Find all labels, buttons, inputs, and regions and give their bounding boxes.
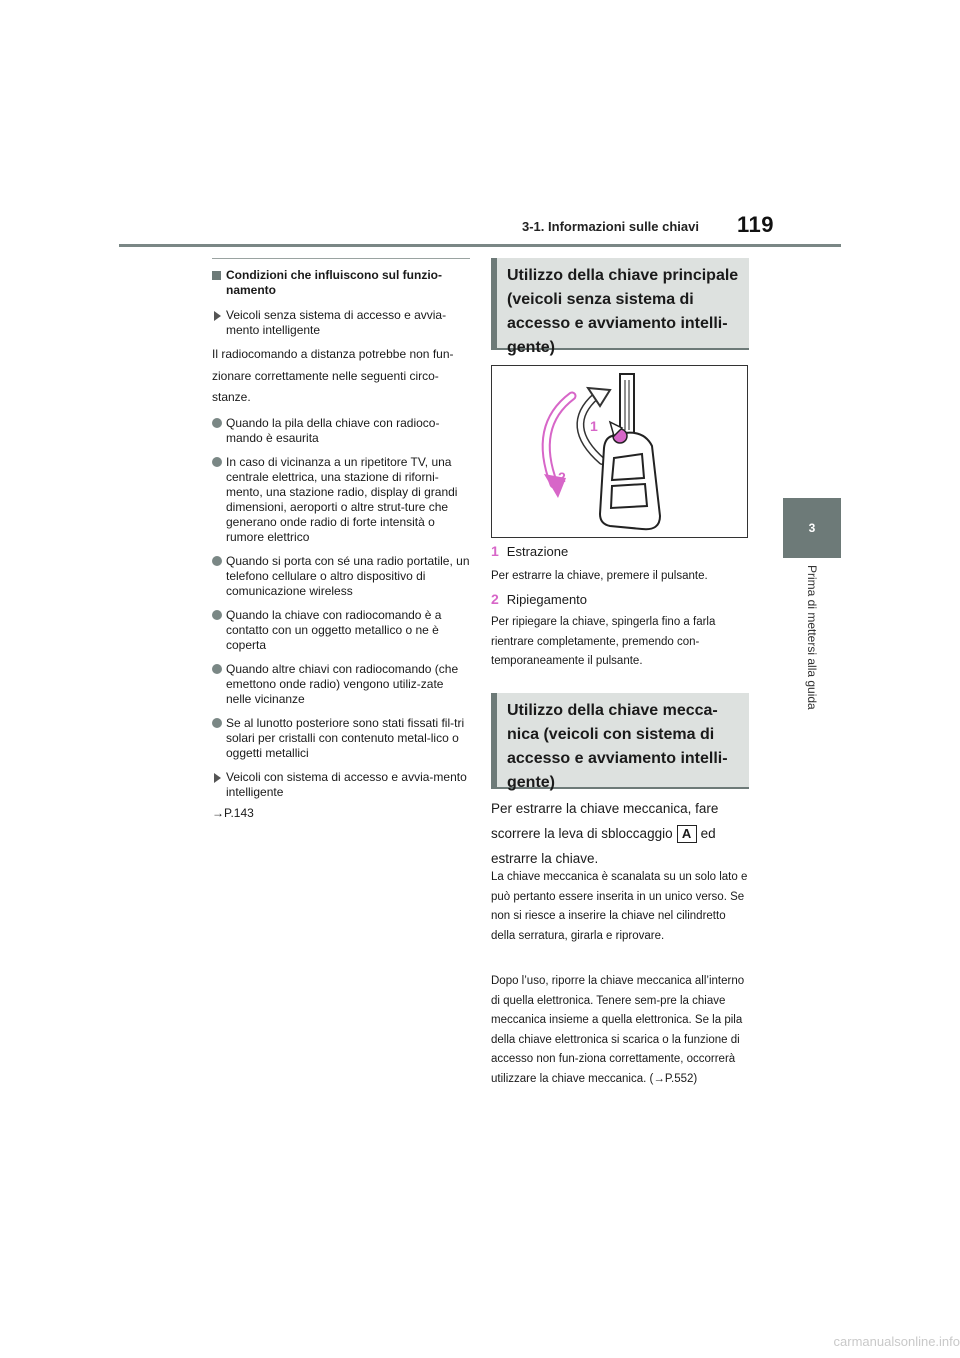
intro-paragraph: Il radiocomando a distanza potrebbe non fun-zionare correttamente nelle seguenti circo-stanze. <box>212 347 454 404</box>
list-item <box>212 662 470 707</box>
key-blade <box>620 374 634 436</box>
list-item <box>212 554 470 599</box>
step-folding-text: Per ripiegare la chiave, spingerla fino a farla rientrare completamente, premendo con-temporaneamente il pulsante. <box>491 616 716 667</box>
circle-bullet-icon <box>212 664 222 674</box>
list-item-text: Se al lunotto posteriore sono stati fissati fil-tri solari per cristalli con contenuto metal-lico o oggetti metallici <box>226 715 465 760</box>
step-number: 1 <box>491 543 499 559</box>
step-label: Estrazione <box>506 544 569 559</box>
subheading-text: Veicoli senza sistema di accesso e avvia-mento intelligente <box>226 308 447 337</box>
header-divider <box>119 244 841 247</box>
page-reference-link[interactable]: →P.143 <box>212 805 254 820</box>
subheading-smart-entry <box>212 770 470 800</box>
list-item-text: Quando la pila della chiave con radioco-mando è esaurita <box>226 415 440 445</box>
mechanical-key-paragraph-2: Dopo l’uso, riporre la chiave meccanica all’interno di quella elettronica. Tenere sem-pre la chiave meccanica insieme a quella elettronica. Se la pila della chiave elettronica si scarica o la funzione di accesso non fun-ziona correttamente, occorrerà utilizzare la chiave meccanica. (→P.552) <box>491 975 745 1085</box>
mechanical-key-intro <box>491 796 753 871</box>
circle-bullet-icon <box>212 610 222 620</box>
section-title-mechanical-key: Utilizzo della chiave mecca-nica (veicoli con sistema di accesso e avviamento intelli-gente) <box>491 693 749 789</box>
figure-label-1: 1 <box>590 418 598 434</box>
circle-bullet-icon <box>212 556 222 566</box>
step-label: Ripiegamento <box>506 592 588 607</box>
chapter-tab[interactable]: 3 <box>783 498 841 558</box>
circle-bullet-icon <box>212 718 222 728</box>
step-folding <box>491 591 587 608</box>
left-column <box>212 258 470 821</box>
intro-text: Per estrarre la chiave meccanica, fare scorrere la leva di sbloccaggio <box>491 801 719 841</box>
list-item <box>212 608 470 653</box>
circle-bullet-icon <box>212 418 222 428</box>
chapter-label: Prima di mettersi alla guida <box>805 565 819 710</box>
list-item-text: In caso di vicinanza a un ripetitore TV, una centrale elettrica, una stazione di riforni-mento, una stazione radio, display di grandi dimensioni, aeroporti o altre strut-ture che generano onde radio di forte intensità o rumore elettrico <box>226 454 458 544</box>
condition-heading <box>212 268 470 298</box>
page-number: 119 <box>737 212 774 237</box>
section-divider <box>212 258 470 259</box>
list-item <box>212 716 470 761</box>
list-item <box>212 455 470 545</box>
list-item-text: Quando altre chiavi con radiocomando (che emettono onde radio) vengono utiliz-zate nelle vicinanze <box>226 661 459 706</box>
section-title-master-key: Utilizzo della chiave principale (veicoli senza sistema di accesso e avviamento intelli-gente) <box>491 258 749 350</box>
list-item-text: Quando la chiave con radiocomando è a contatto con un oggetto metallico o ne è coperta <box>226 607 442 652</box>
watermark: carmanualsonline.info <box>833 1334 960 1349</box>
square-bullet-icon <box>212 271 221 280</box>
step-extraction <box>491 543 568 560</box>
triangle-bullet-icon <box>214 311 221 321</box>
condition-heading-text: Condizioni che influiscono sul funzio-namento <box>226 268 442 297</box>
key-fob <box>600 433 660 530</box>
intro-text-end: ed estrarre la chiave. <box>491 826 716 866</box>
callout-a-label: A <box>677 825 697 843</box>
step-number: 2 <box>491 591 499 607</box>
mechanical-key-paragraph-1: La chiave meccanica è scanalata su un solo lato e può pertanto essere inserita in un unico verso. Se non si riesce a inserire la chiave nel cilindretto della serratura, girarla e riprovare. <box>491 871 748 942</box>
figure-label-2: 2 <box>558 469 566 485</box>
key-illustration <box>491 365 748 538</box>
subheading-no-smart-entry <box>212 308 470 338</box>
section-title: 3-1. Informazioni sulle chiavi <box>522 219 699 234</box>
triangle-bullet-icon <box>214 773 221 783</box>
list-item <box>212 416 470 446</box>
subheading-text: Veicoli con sistema di accesso e avvia-mento intelligente <box>226 769 467 799</box>
list-item-text: Quando si porta con sé una radio portatile, un telefono cellulare o altro dispositivo di comunicazione wireless <box>226 553 470 598</box>
step-extraction-text: Per estrarre la chiave, premere il pulsante. <box>491 570 708 582</box>
circle-bullet-icon <box>212 457 222 467</box>
key-diagram <box>492 366 747 537</box>
